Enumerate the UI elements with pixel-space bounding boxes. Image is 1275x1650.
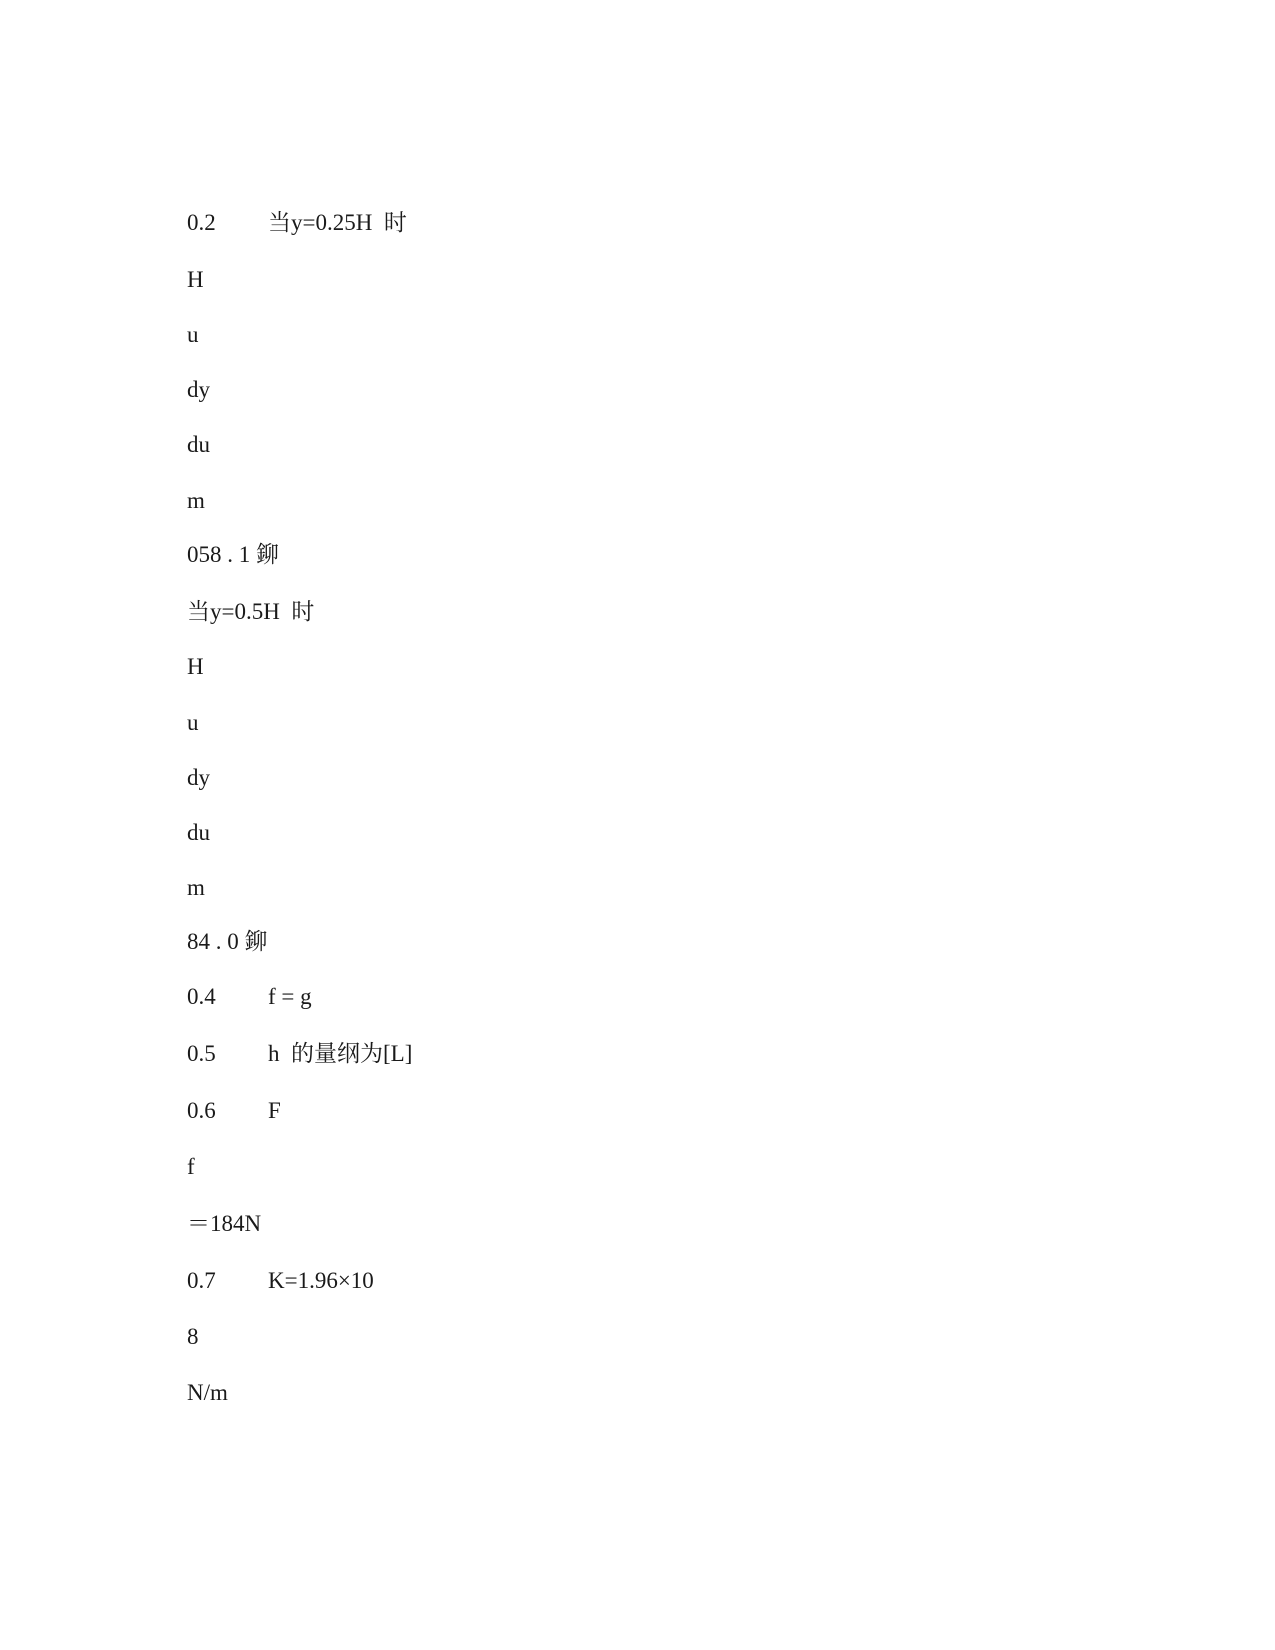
answer-0-4 bbox=[187, 982, 312, 1012]
formula-line: 8 bbox=[187, 1324, 199, 1349]
formula-line: du bbox=[187, 432, 210, 457]
answer-text: 当y=0.25H 时 bbox=[268, 210, 407, 235]
formula-line: H bbox=[187, 654, 204, 679]
answer-0-2 bbox=[187, 208, 407, 238]
answer-0-5 bbox=[187, 1039, 412, 1069]
formula-line: u bbox=[187, 322, 199, 347]
formula-line: u bbox=[187, 710, 199, 735]
formula-line: dy bbox=[187, 765, 210, 790]
question-number: 0.2 bbox=[187, 210, 216, 235]
formula-line: dy bbox=[187, 377, 210, 402]
question-number: 0.6 bbox=[187, 1098, 216, 1123]
formula-line: f bbox=[187, 1154, 195, 1179]
question-number: 0.7 bbox=[187, 1268, 216, 1293]
answer-text: h 的量纲为[L] bbox=[268, 1041, 413, 1066]
formula-line: ＝184N bbox=[187, 1211, 262, 1236]
formula-line: H bbox=[187, 267, 204, 292]
formula-line: m bbox=[187, 875, 205, 900]
formula-line: 84 . 0 鉚 bbox=[187, 929, 268, 954]
answer-text: F bbox=[268, 1098, 281, 1123]
answer-text: f = g bbox=[268, 984, 312, 1009]
question-number: 0.4 bbox=[187, 984, 216, 1009]
formula-line: 058 . 1 鉚 bbox=[187, 542, 279, 567]
answer-0-7 bbox=[187, 1266, 374, 1296]
question-number: 0.5 bbox=[187, 1041, 216, 1066]
formula-line: du bbox=[187, 820, 210, 845]
answer-text: K=1.96×10 bbox=[268, 1268, 374, 1293]
formula-line: m bbox=[187, 488, 205, 513]
answer-0-6 bbox=[187, 1096, 281, 1126]
unit-line: N/m bbox=[187, 1380, 228, 1405]
answer-text: 当y=0.5H 时 bbox=[187, 599, 315, 624]
